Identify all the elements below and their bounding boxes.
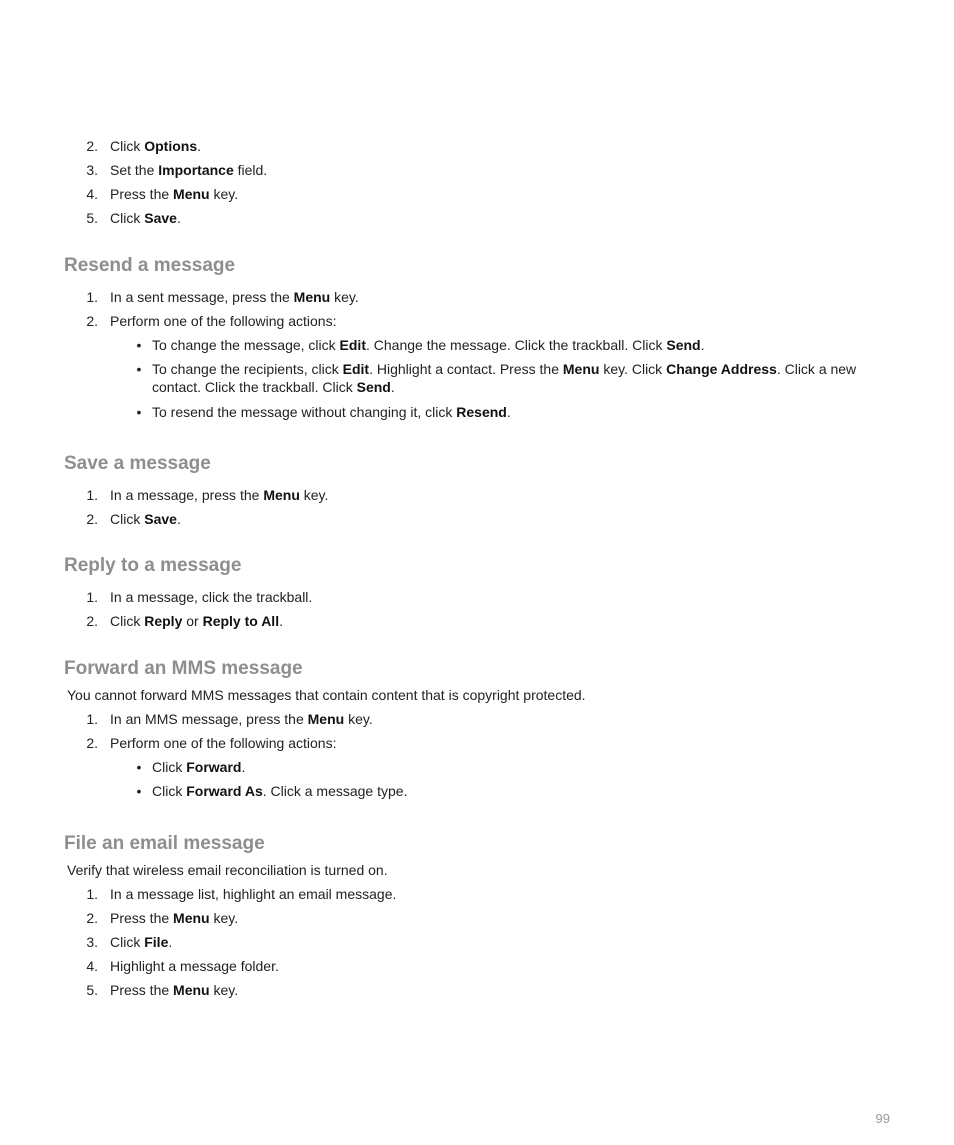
- step-text: In a message, click the trackball.: [110, 589, 313, 605]
- resend-steps: [0, 288, 954, 427]
- list-item: [0, 486, 954, 510]
- step-number: 1.: [86, 886, 98, 902]
- bullet-dot: •: [136, 759, 142, 775]
- bullet-item: [0, 403, 954, 427]
- step-number: 2.: [86, 735, 98, 751]
- bullet-item: [0, 782, 954, 806]
- list-item: [0, 185, 954, 209]
- list-item: [0, 957, 954, 981]
- step-text: Press the Menu key.: [110, 910, 239, 926]
- section-heading-reply: Reply to a message: [64, 555, 242, 576]
- list-item: [0, 909, 954, 933]
- list-item: [0, 933, 954, 957]
- step-number: 2.: [86, 613, 98, 629]
- step-number: 4.: [86, 186, 98, 202]
- step-text: In an MMS message, press the Menu key.: [110, 711, 373, 727]
- file-steps: [0, 885, 954, 1005]
- list-item: [0, 312, 954, 336]
- list-item: [0, 885, 954, 909]
- step-number: 4.: [86, 958, 98, 974]
- page-number: 99: [875, 1111, 890, 1126]
- step-number: 3.: [86, 934, 98, 950]
- step-text: Perform one of the following actions:: [110, 735, 337, 751]
- list-item: [0, 137, 954, 161]
- step-number: 1.: [86, 289, 98, 305]
- list-item: [0, 981, 954, 1005]
- step-text: In a sent message, press the Menu key.: [110, 289, 359, 305]
- section-heading-file: File an email message: [64, 833, 265, 854]
- step-text: Perform one of the following actions:: [110, 313, 337, 329]
- step-text: Click Save.: [110, 511, 181, 527]
- bullet-text: Click Forward As. Click a message type.: [152, 783, 408, 799]
- step-text: Press the Menu key.: [110, 186, 239, 202]
- bullet-item: [0, 336, 954, 360]
- step-text: Highlight a message folder.: [110, 958, 279, 974]
- bullet-text: To resend the message without changing it, click Resend.: [152, 404, 511, 420]
- list-item: [0, 734, 954, 758]
- list-item: [0, 209, 954, 233]
- bullet-text: Click Forward.: [152, 759, 246, 775]
- list-item: [0, 161, 954, 185]
- section-heading-resend: Resend a message: [64, 255, 236, 276]
- step-number: 2.: [86, 138, 98, 154]
- intro-steps: [0, 137, 954, 233]
- bullet-dot: •: [136, 337, 142, 353]
- reply-steps: [0, 588, 954, 636]
- prerequisite-note: You cannot forward MMS messages that contain content that is copyright protected.: [67, 687, 586, 703]
- bullet-text: To change the recipients, click Edit. Highlight a contact. Press the Menu key. Click Change Address. Click a new contact. Click the trackball. Click Send.: [152, 361, 857, 395]
- bullet-item: [0, 360, 954, 403]
- bullet-text: To change the message, click Edit. Change the message. Click the trackball. Click Send.: [152, 337, 705, 353]
- step-text: Click Options.: [110, 138, 202, 154]
- bullet-dot: •: [136, 404, 142, 420]
- step-number: 5.: [86, 210, 98, 226]
- step-number: 3.: [86, 162, 98, 178]
- list-item: [0, 588, 954, 612]
- save-steps: [0, 486, 954, 534]
- step-text: Press the Menu key.: [110, 982, 239, 998]
- step-text: Set the Importance field.: [110, 162, 268, 178]
- list-item: [0, 288, 954, 312]
- step-number: 2.: [86, 910, 98, 926]
- step-number: 1.: [86, 711, 98, 727]
- step-number: 1.: [86, 487, 98, 503]
- step-number: 2.: [86, 511, 98, 527]
- list-item: [0, 510, 954, 534]
- list-item: [0, 710, 954, 734]
- forward-steps: [0, 710, 954, 806]
- step-text: In a message, press the Menu key.: [110, 487, 329, 503]
- section-heading-save: Save a message: [64, 453, 211, 474]
- step-text: Click File.: [110, 934, 173, 950]
- section-heading-forward: Forward an MMS message: [64, 658, 303, 679]
- bullet-dot: •: [136, 783, 142, 799]
- step-text: In a message list, highlight an email message.: [110, 886, 397, 902]
- bullet-dot: •: [136, 361, 142, 377]
- step-number: 1.: [86, 589, 98, 605]
- step-text: Click Save.: [110, 210, 181, 226]
- step-text: Click Reply or Reply to All.: [110, 613, 283, 629]
- prerequisite-note: Verify that wireless email reconciliation is turned on.: [67, 862, 388, 878]
- step-number: 5.: [86, 982, 98, 998]
- bullet-item: [0, 758, 954, 782]
- step-number: 2.: [86, 313, 98, 329]
- list-item: [0, 612, 954, 636]
